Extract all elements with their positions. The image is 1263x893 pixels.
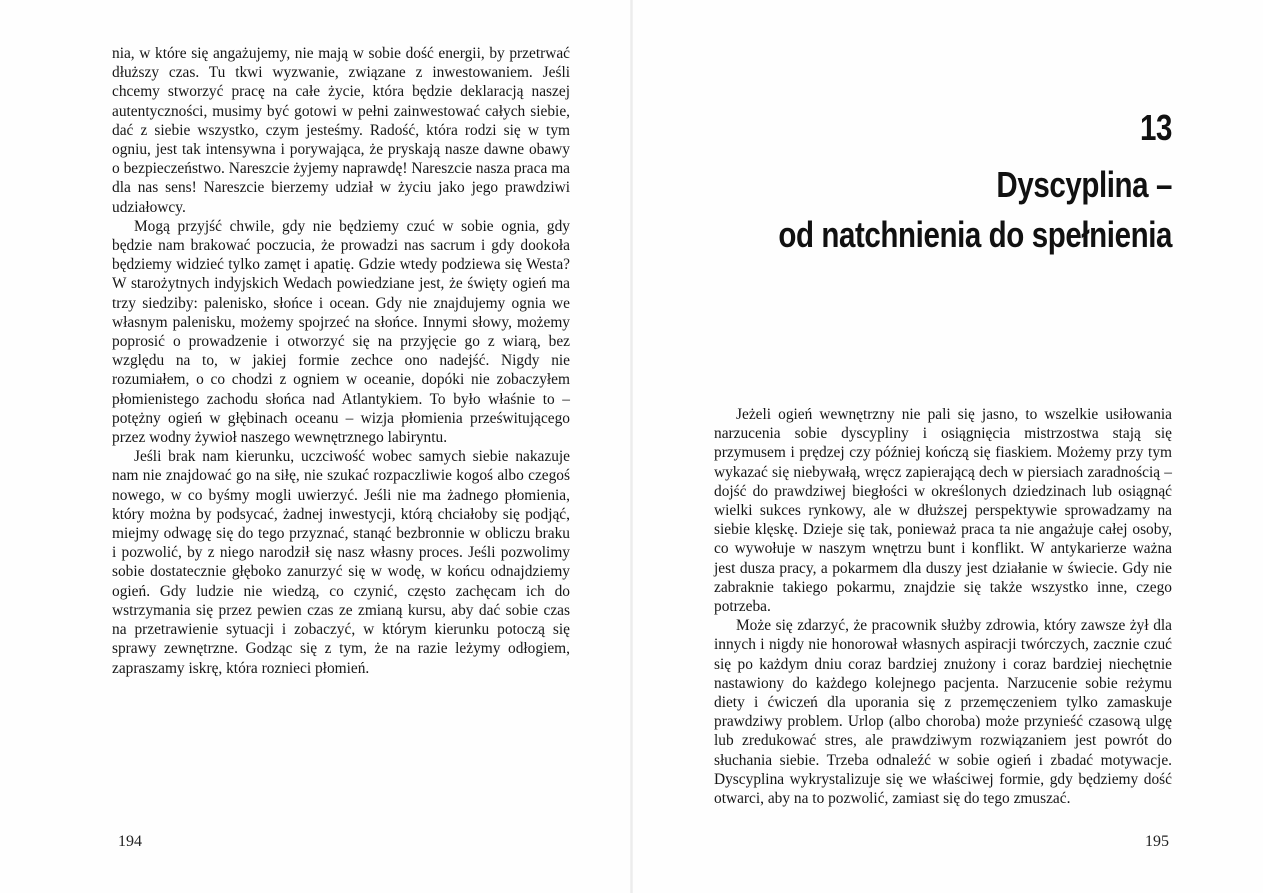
left-page xyxy=(0,0,631,893)
paragraph: nia, w które się angażujemy, nie mają w sobie dość energii, by przetrwać dłuższy czas. Tu tkwi wyzwanie, związane z inwestowaniem. Jeśli chcemy stworzyć pracę na całe życie, która będzie deklaracją naszej autentyczności, musimy być gotowi w pełni zainwestować całych siebie, dać z siebie wszystko, czym jesteśmy. Radość, która rodzi się w tym ogniu, jest tak intensywna i porywająca, że pryskają nasze dawne obawy o bezpieczeństwo. Nareszcie żyjemy naprawdę! Nareszcie nasza praca ma dla nas sens! Nareszcie bierzemy udział w życiu jako jego prawdziwi udziałowcy. xyxy=(112,45,570,216)
paragraph: Może się zdarzyć, że pracownik służby zdrowia, który zawsze żył dla innych i nigdy nie honorował własnych aspiracji twórczych, zacznie czuć się po każdym dniu coraz bardziej znużony i coraz bardziej niechętnie nastawiony do każdego kolejnego pacjenta. Narzucenie sobie reżymu diety i ćwiczeń dla uporania się z przemęczeniem tylko zamaskuje prawdziwy problem. Urlop (albo choroba) może przynieść czasową ulgę lub zredukować stres, ale prawdziwym rozwiązaniem jest powrót do słuchania siebie. Trzeba odnaleźć w sobie ogień i zbadać motywacje. Dyscyplina wykrystalizuje się we właściwej formie, gdy będziemy dość otwarci, aby na to pozwolić, zamiast się do tego zmuszać. xyxy=(714,617,1172,808)
right-page xyxy=(632,0,1263,893)
chapter-title xyxy=(713,160,1172,260)
right-page-text xyxy=(714,405,1172,808)
paragraph: Mogą przyjść chwile, gdy nie będziemy czuć w sobie ognia, gdy będzie nam brakować poczucia, że prowadzi nas sacrum i gdy dookoła będziemy widzieć tylko zamęt i apatię. Gdzie wtedy podziewa się Westa? W starożytnych indyjskich Wedach powiedziane jest, że święty ogień ma trzy siedziby: palenisko, słońce i ocean. Gdy nie znajdujemy ognia we własnym palenisku, możemy spojrzeć na słońce. Innymi słowy, możemy poprosić o prowadzenie i otworzyć się na przyjęcie go z wiarą, bez względu na to, w jakiej formie zechce ono nadejść. Nigdy nie rozumiałem, o co chodzi z ogniem w oceanie, dopóki nie zobaczyłem płomienistego zachodu słońca nad Atlantykiem. To było właśnie to – potężny ogień w głębinach oceanu – wizja płomienia prześwitującego przez wodny żywioł naszego wewnętrznego labiryntu. xyxy=(112,217,570,447)
chapter-number: 13 xyxy=(1139,107,1172,148)
paragraph: Jeśli brak nam kierunku, uczciwość wobec samych siebie nakazuje nam nie znajdować go na siłę, nie szukać rozpaczliwie kogoś albo czegoś nowego, w co byśmy mogli uwierzyć. Jeśli nie ma żadnego płomienia, który można by podsycać, żadnej inwestycji, którą chciałoby się podjąć, miejmy odwagę się do tego przyznać, stanąć bezbronnie w obliczu braku i pozwolić, by z niego narodził się nasz własny proces. Jeśli pozwolimy sobie dostatecznie głęboko zanurzyć się w wodę, w końcu odnajdziemy ogień. Gdy ludzie nie wiedzą, co czynić, często zachęcam ich do wstrzymania się przez pewien czas ze zmianą kursu, aby dać sobie czas na przetrawienie sytuacji i zobaczyć, w którym kierunku potoczą się sprawy zewnętrzne. Godząc się z tym, że na razie leżymy odłogiem, zapraszamy iskrę, która roznieci płomień. xyxy=(112,448,570,677)
paragraph: Jeżeli ogień wewnętrzny nie pali się jasno, to wszelkie usiłowania narzucenia sobie dyscypliny i osiągnięcia mistrzostwa stają się przymusem i prędzej czy później kończą się fiaskiem. Możemy przy tym wykazać się niebywałą, wręcz zapierającą dech w piersiach zaradnością – dojść do prawdziwej biegłości w określonych dziedzinach lub osiągnąć wielki sukces rynkowy, ale w dłuższej perspektywie sprowadzamy na siebie klęskę. Dzieje się tak, ponieważ praca ta nie angażuje całej osoby, co wywołuje w naszym wnętrzu bunt i konflikt. W antykarierze ważna jest dusza pracy, a pokarmem dla duszy jest działanie w świecie. Gdy nie zabraknie takiego pokarmu, znajdzie się także wszystko inne, czego potrzeba. xyxy=(714,406,1172,616)
chapter-title-line: Dyscyplina – xyxy=(996,164,1172,205)
page-number: 194 xyxy=(118,833,142,850)
left-page-text xyxy=(112,44,570,678)
page-number: 195 xyxy=(1145,833,1169,850)
chapter-title-line: od natchnienia do spełnienia xyxy=(778,214,1172,255)
